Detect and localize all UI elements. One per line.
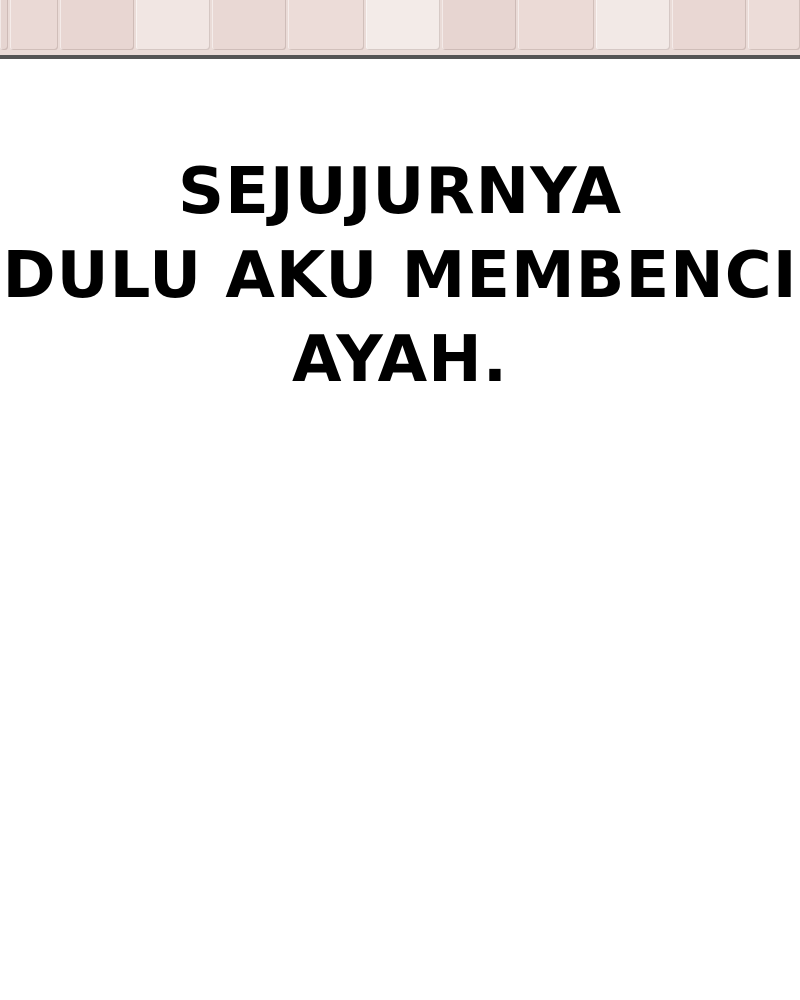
wall-tile — [518, 0, 594, 50]
wall-tile — [596, 0, 670, 50]
panel-border — [0, 55, 800, 59]
caption-line: SEJUJURNYA — [178, 155, 622, 229]
wall-tile — [0, 0, 8, 50]
wall-tile — [672, 0, 746, 50]
wall-tile — [136, 0, 210, 50]
wall-tile — [10, 0, 58, 50]
wall-tile — [212, 0, 286, 50]
tiled-wall-background — [0, 0, 800, 55]
wall-tile — [288, 0, 364, 50]
wall-tile — [366, 0, 440, 50]
caption-line: DULU AKU MEMBENCI — [2, 239, 798, 313]
caption-line: AYAH. — [291, 323, 509, 397]
narration-caption — [0, 150, 800, 402]
wall-tile — [60, 0, 134, 50]
wall-tile — [442, 0, 516, 50]
wall-tile — [748, 0, 800, 50]
